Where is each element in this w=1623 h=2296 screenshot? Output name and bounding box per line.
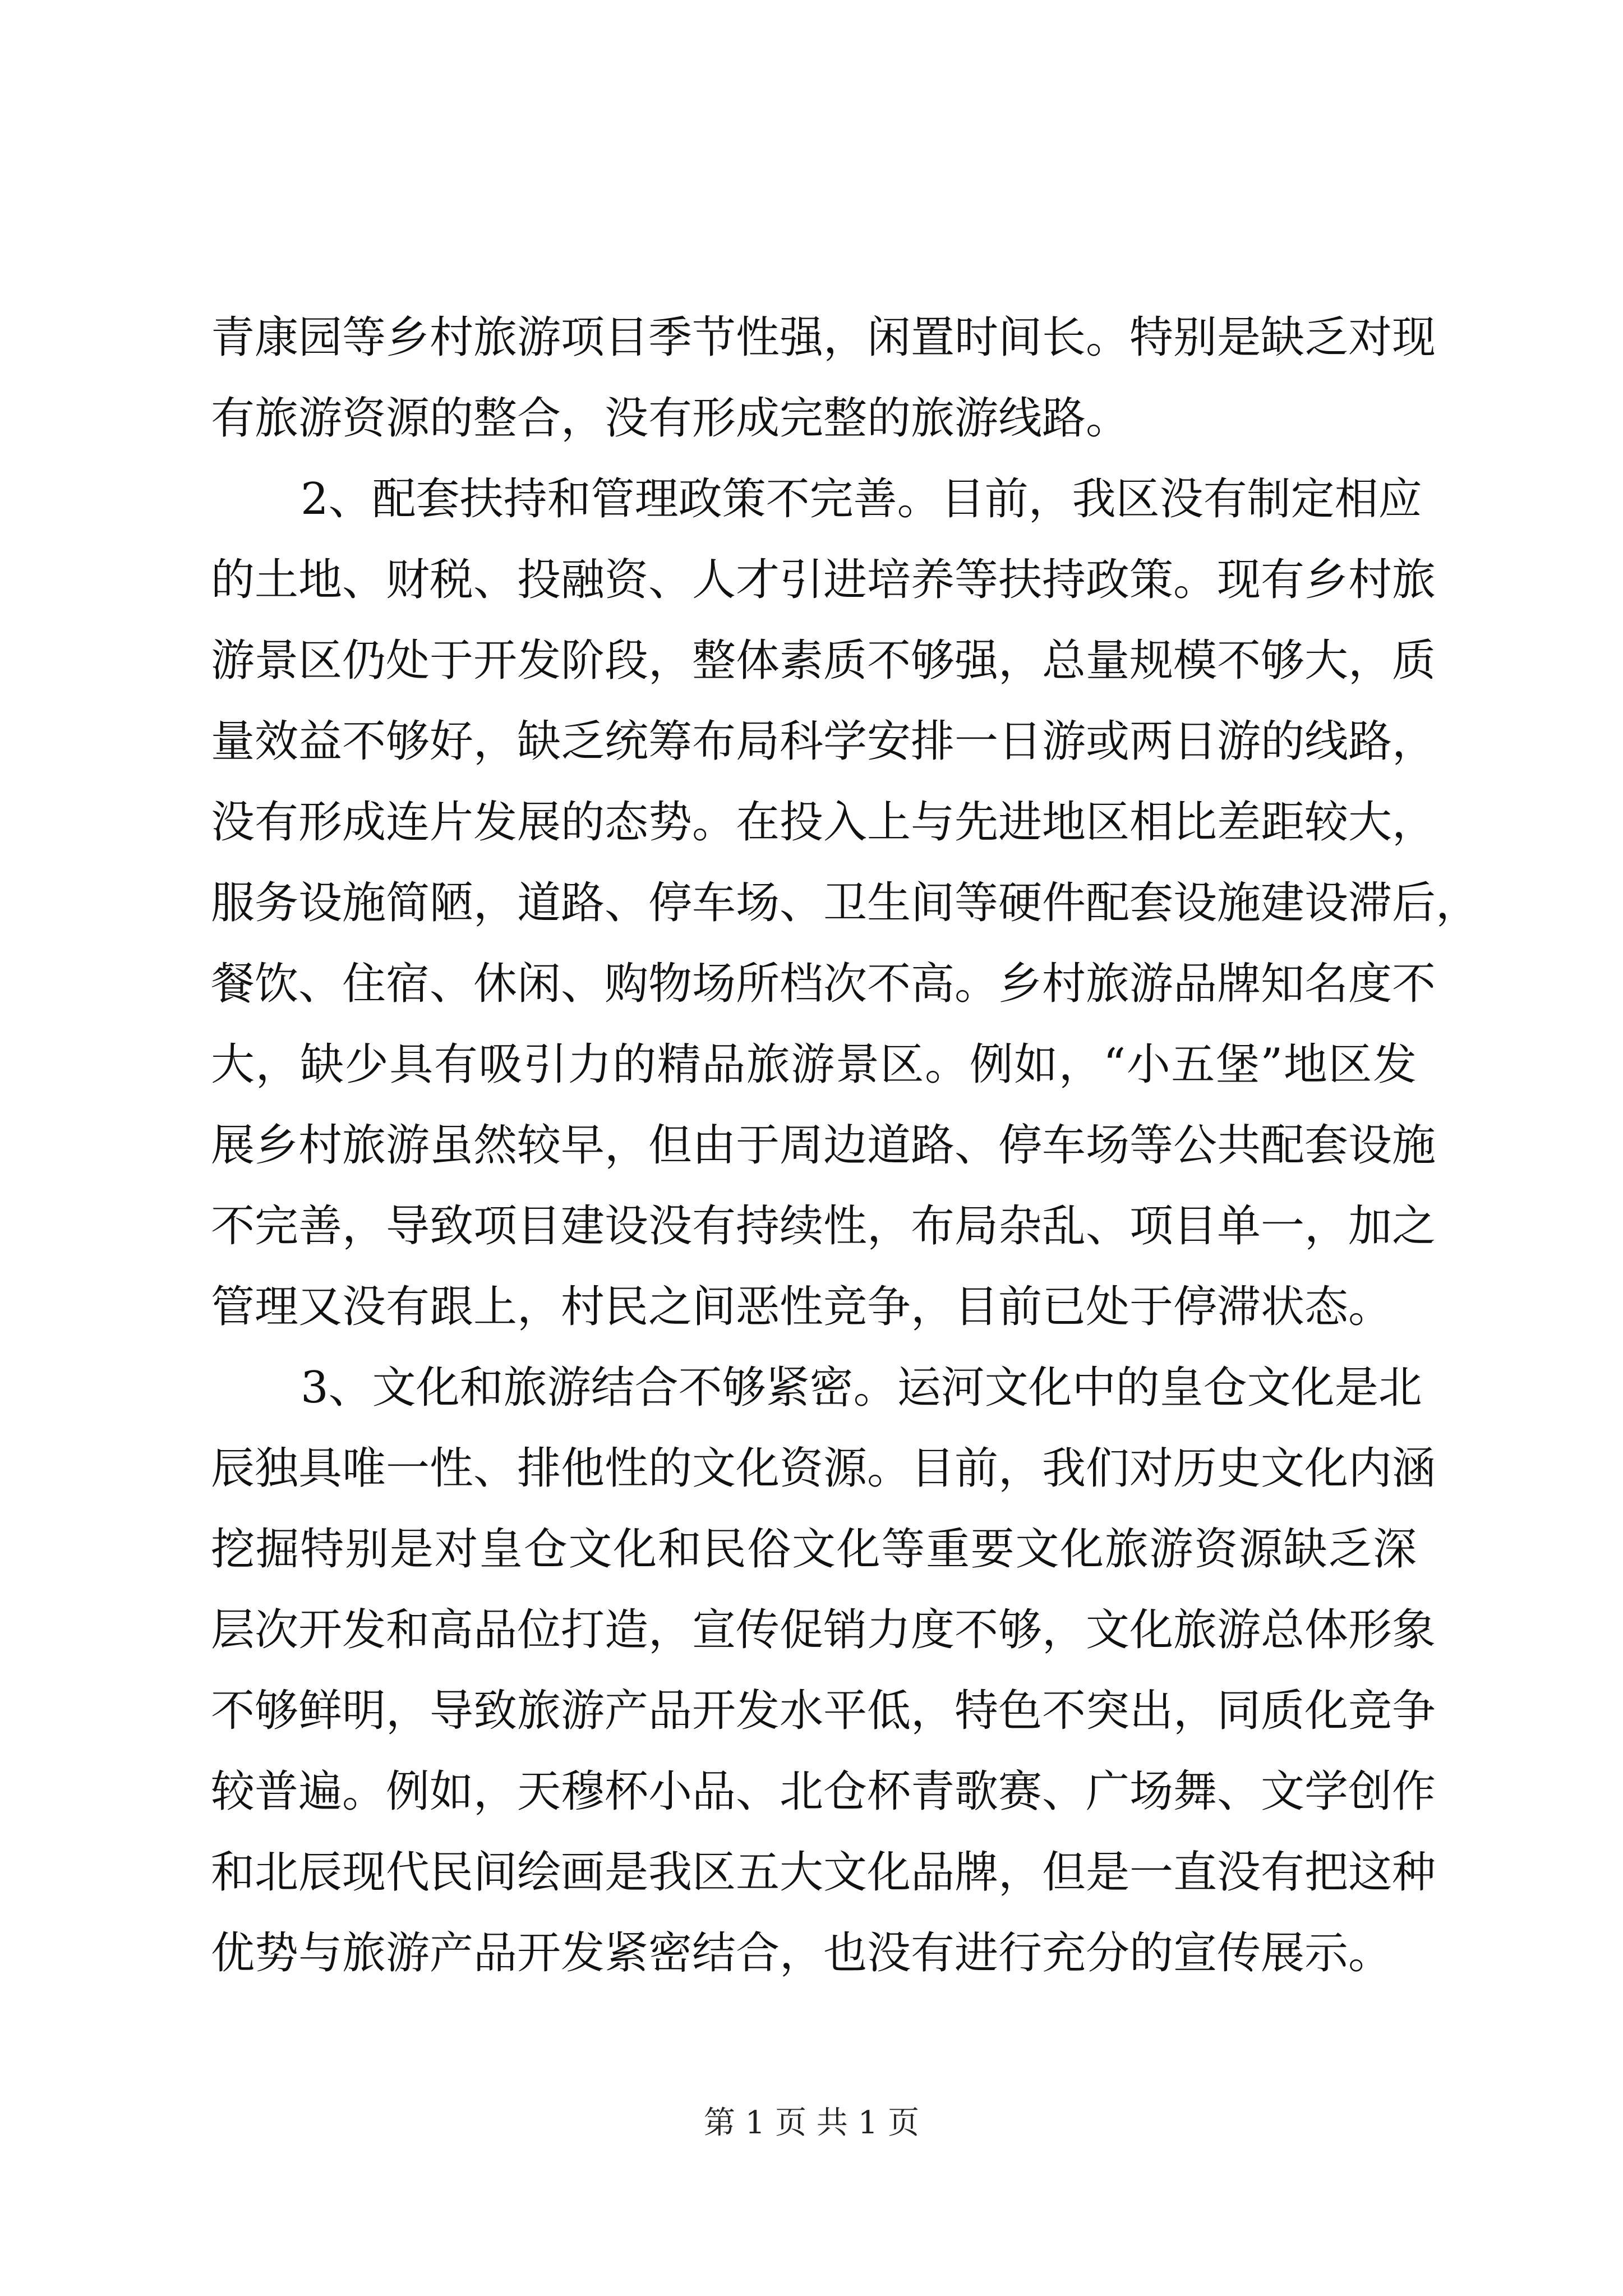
- text-line: 不够鲜明，导致旅游产品开发水平低，特色不突出，同质化竞争: [211, 1686, 1436, 1736]
- text-line: 游景区仍处于开发阶段，整体素质不够强，总量规模不够大，质: [211, 636, 1436, 686]
- document-body: [211, 297, 1480, 1994]
- text-line: 层次开发和高品位打造，宣传促销力度不够，文化旅游总体形象: [211, 1605, 1436, 1655]
- text-line: 没有形成连片发展的态势。在投入上与先进地区相比差距较大，: [211, 797, 1436, 848]
- text-line: 不完善，导致项目建设没有持续性，布局杂乱、项目单一，加之: [211, 1201, 1436, 1251]
- text-line: 和北辰现代民间绘画是我区五大文化品牌，但是一直没有把这种: [211, 1847, 1436, 1898]
- text-line: 有旅游资源的整合，没有形成完整的旅游线路。: [211, 393, 1130, 444]
- text-line: 展乡村旅游虽然较早，但由于周边道路、停车场等公共配套设施: [211, 1120, 1436, 1171]
- text-line: 餐饮、住宿、休闲、购物场所档次不高。乡村旅游品牌知名度不: [211, 959, 1436, 1009]
- text-line: 管理又没有跟上，村民之间恶性竞争，目前已处于停滞状态。: [211, 1282, 1393, 1332]
- text-line: 挖掘特别是对皇仓文化和民俗文化等重要文化旅游资源缺乏深: [211, 1524, 1417, 1575]
- text-line: 大，缺少具有吸引力的精品旅游景区。例如，“小五堡”地区发: [211, 1039, 1417, 1090]
- text-line: 的土地、财税、投融资、人才引进培养等扶持政策。现有乡村旅: [211, 555, 1436, 605]
- text-line: 量效益不够好，缺乏统筹布局科学安排一日游或两日游的线路，: [211, 716, 1436, 767]
- text-line: 较普遍。例如，天穆杯小品、北仓杯青歌赛、广场舞、文学创作: [211, 1766, 1436, 1817]
- text-line: 3、文化和旅游结合不够紧密。运河文化中的皇仓文化是北: [301, 1363, 1422, 1413]
- text-line: 2、配套扶持和管理政策不完善。目前，我区没有制定相应: [301, 474, 1422, 524]
- text-line: 优势与旅游产品开发紧密结合，也没有进行充分的宣传展示。: [211, 1928, 1393, 1978]
- text-line: 青康园等乡村旅游项目季节性强，闲置时间长。特别是缺乏对现: [211, 312, 1436, 363]
- text-line: 服务设施简陋，道路、停车场、卫生间等硬件配套设施建设滞后，: [211, 878, 1480, 928]
- page-number-footer: 第 1 页 共 1 页: [703, 2105, 920, 2141]
- text-line: 辰独具唯一性、排他性的文化资源。目前，我们对历史文化内涵: [211, 1443, 1436, 1494]
